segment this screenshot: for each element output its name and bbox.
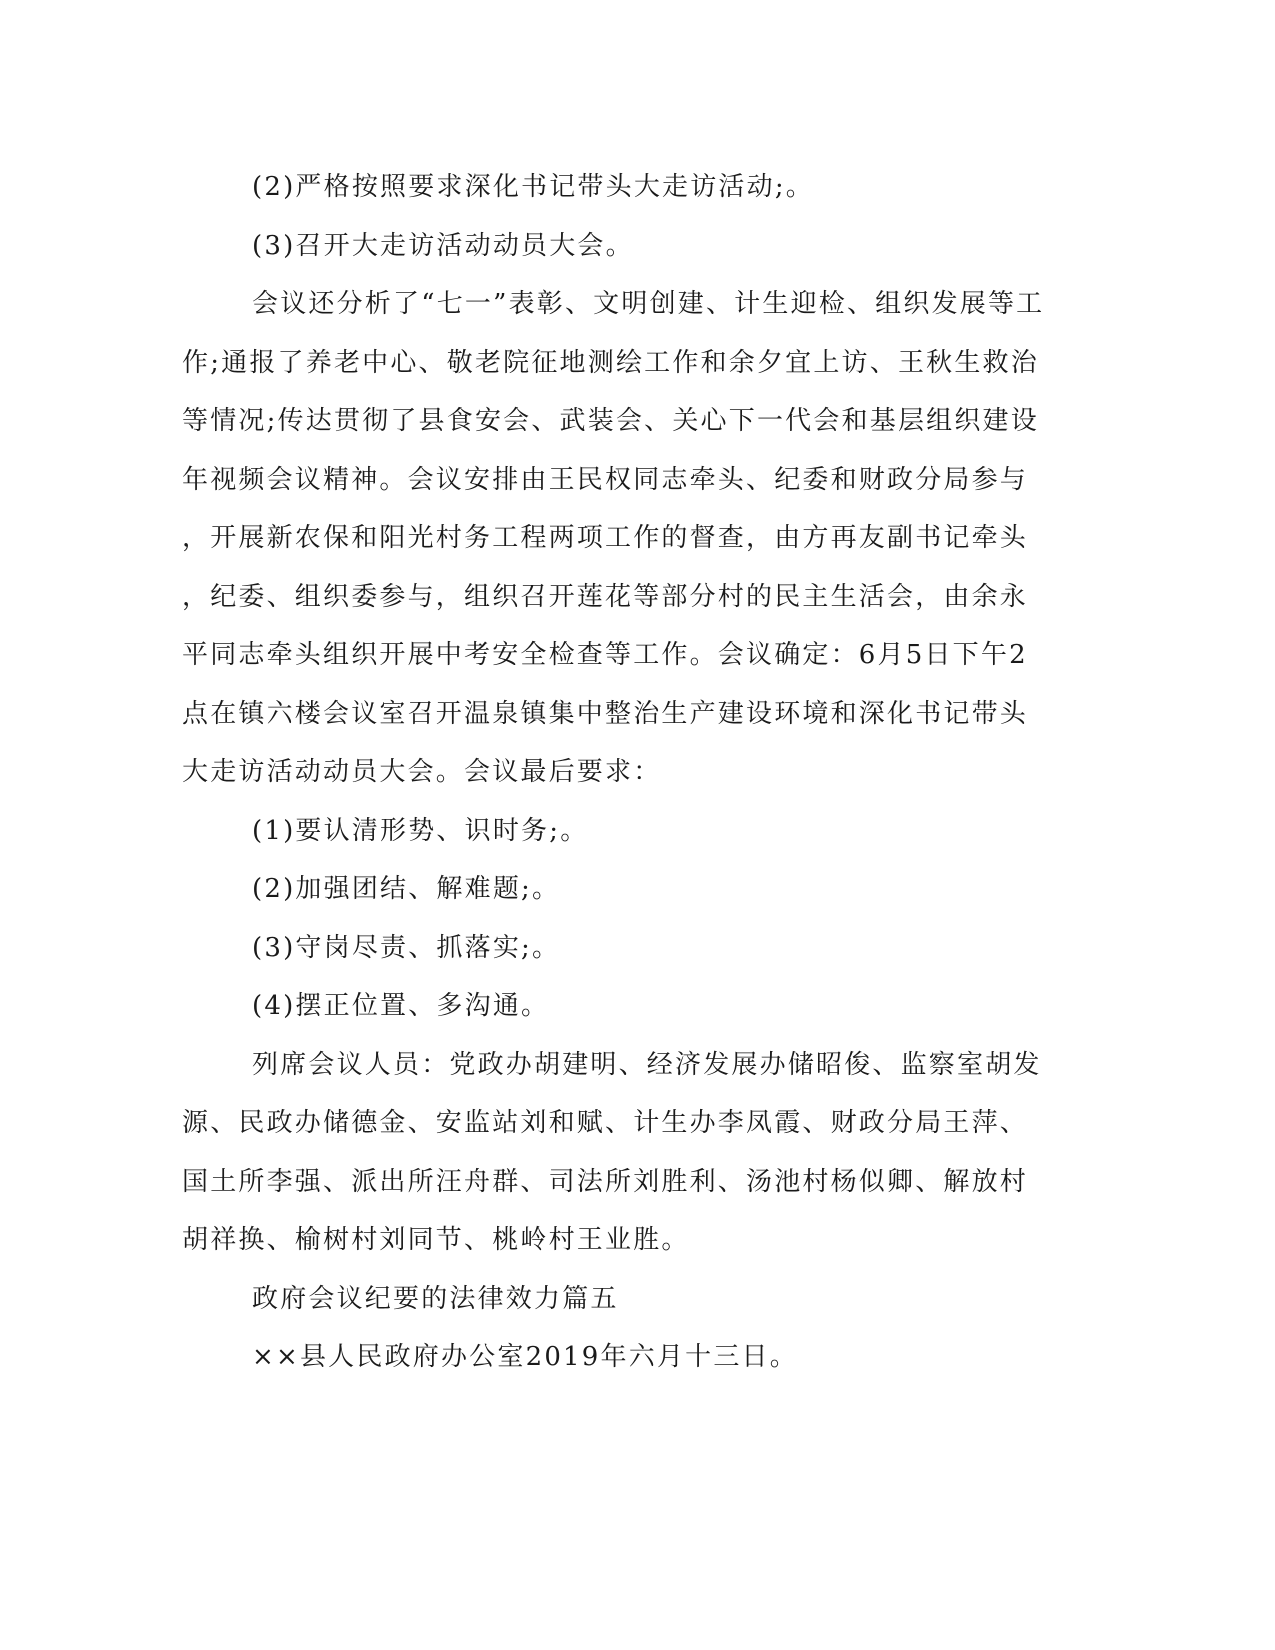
text-line: (3)守岗尽责、抓落实;。 (252, 932, 561, 963)
text-line: (1)要认清形势、识时务;。 (252, 815, 589, 846)
paragraph (182, 158, 1030, 217)
text-line: 大走访活动动员大会。会议最后要求： (182, 757, 662, 787)
paragraph (182, 802, 1030, 861)
text-line: 作;通报了养老中心、敬老院征地测绘工作和余夕宜上访、王秋生救治 (182, 347, 1039, 378)
paragraph-attendees (182, 1036, 1042, 1270)
text-line: ，纪委、组织委参与，组织召开莲花等部分村的民主生活会，由余永 (182, 581, 1029, 612)
text-line: 平同志牵头组织开展中考安全检查等工作。会议确定：6月5日下午2 (182, 640, 1028, 670)
paragraph (182, 919, 1030, 978)
document-body (182, 158, 1045, 1387)
paragraph (182, 977, 1030, 1036)
text-line: ，开展新农保和阳光村务工程两项工作的督查，由方再友副书记牵头 (182, 523, 1029, 553)
text-line: 源、民政办储德金、安监站刘和赋、计生办李凤霞、财政分局王萍、 (182, 1108, 1029, 1138)
text-line: 列席会议人员：党政办胡建明、经济发展办储昭俊、监察室胡发 (252, 1049, 1042, 1080)
section-heading (182, 1270, 1030, 1329)
signature-date-line (182, 1328, 1030, 1387)
text-line: 胡祥换、榆树村刘同节、桃岭村王业胜。 (182, 1225, 690, 1255)
text-line: 会议还分析了“七一”表彰、文明创建、计生迎检、组织发展等工 (252, 289, 1045, 319)
text-line: (4)摆正位置、多沟通。 (252, 991, 550, 1021)
paragraph (182, 217, 1030, 276)
text-line: 政府会议纪要的法律效力篇五 (252, 1283, 619, 1314)
text-line: ××县人民政府办公室2019年六月十三日。 (252, 1342, 798, 1372)
text-line: (2)加强团结、解难题;。 (252, 874, 561, 904)
paragraph (182, 860, 1030, 919)
text-line: 等情况;传达贯彻了县食安会、武装会、关心下一代会和基层组织建设 (182, 406, 1039, 436)
text-line: 点在镇六楼会议室召开温泉镇集中整治生产建设环境和深化书记带头 (182, 698, 1029, 729)
text-line: (3)召开大走访活动动员大会。 (252, 230, 634, 261)
text-line: 年视频会议精神。会议安排由王民权同志牵头、纪委和财政分局参与 (182, 464, 1029, 495)
text-line: (2)严格按照要求深化书记带头大走访活动;。 (252, 172, 814, 202)
paragraph-meeting-analysis (182, 275, 1045, 802)
text-line: 国土所李强、派出所汪舟群、司法所刘胜利、汤池村杨似卿、解放村 (182, 1166, 1029, 1197)
